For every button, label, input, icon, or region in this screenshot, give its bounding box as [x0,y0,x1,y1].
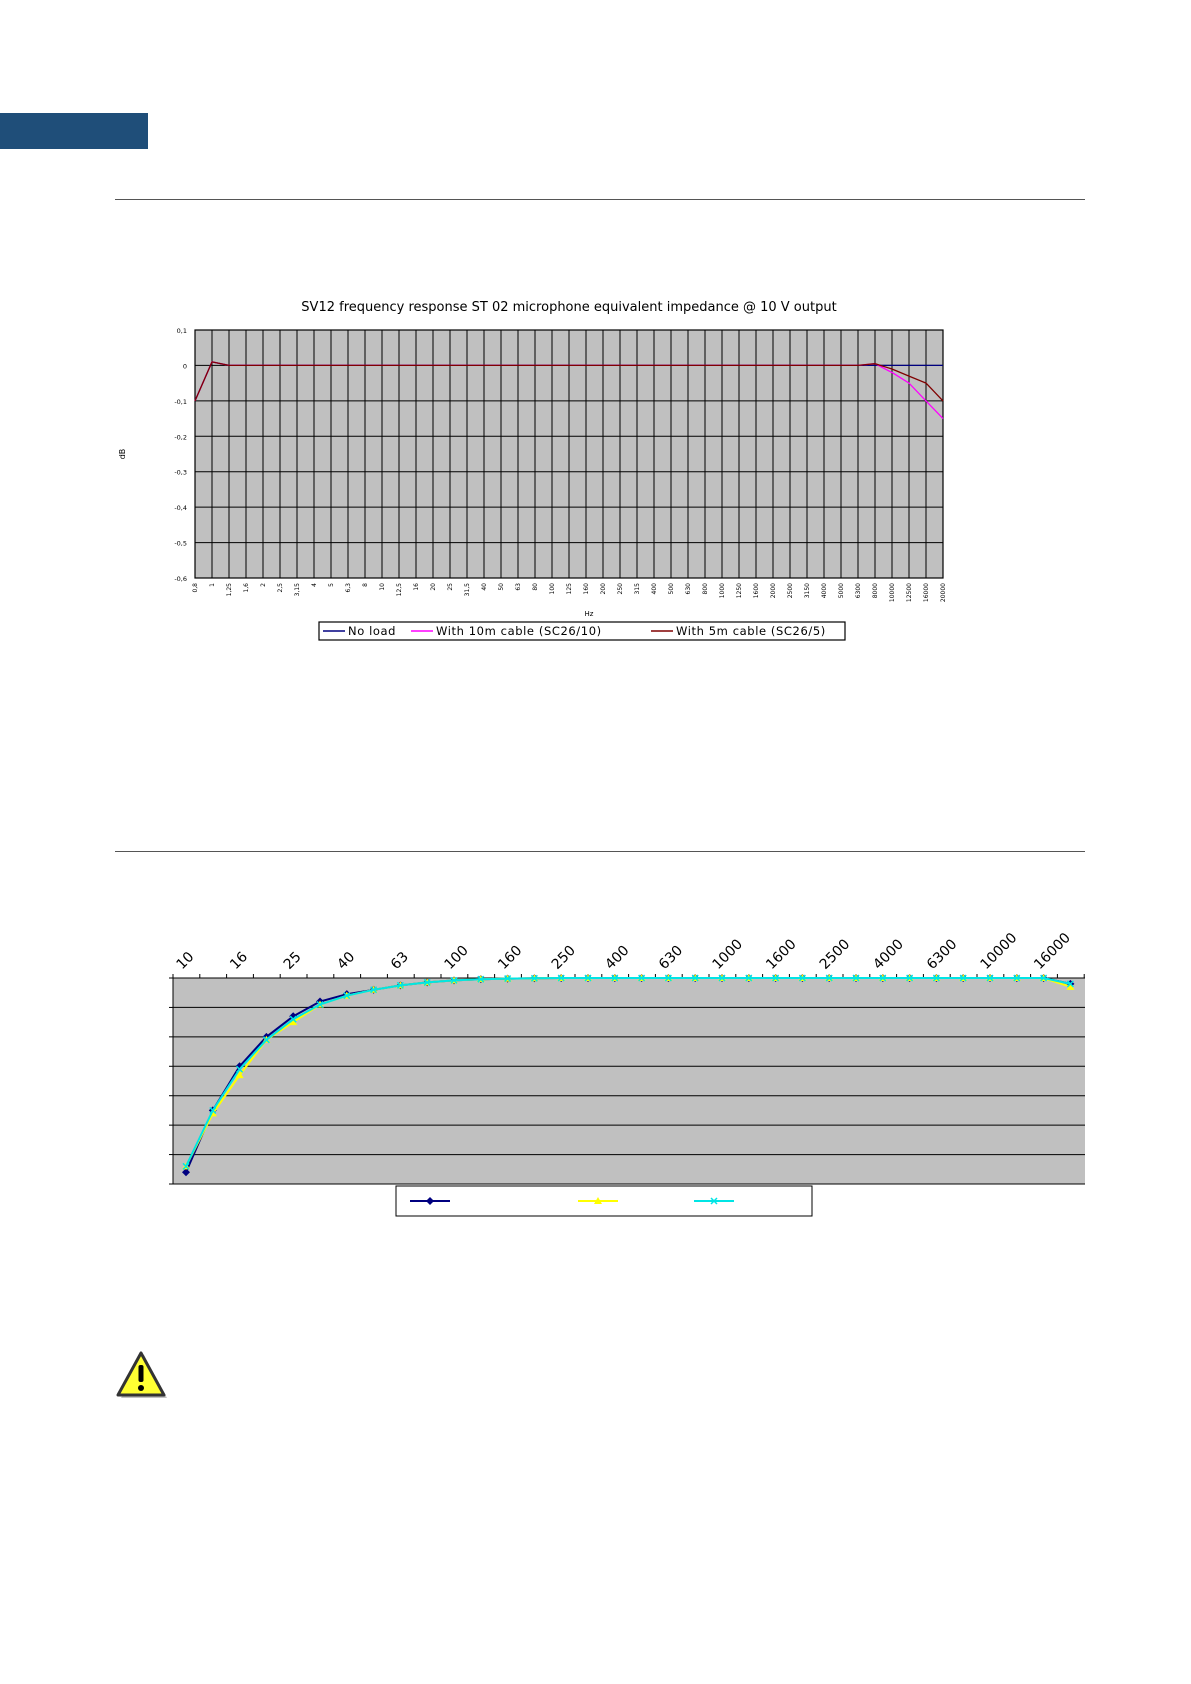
y-tick-label: -0,1 [174,397,187,406]
x-tick-label: 20000 [940,583,947,603]
x-tick-label: 2000 [770,583,777,599]
x-tick-label: 40 [481,583,488,591]
x-tick-label: 250 [617,583,624,595]
x-tick-label: 400 [602,942,633,973]
y-tick-label: 0,1 [176,327,187,335]
x-axis-label: Hz [584,610,594,618]
x-tick-label: 20 [430,583,437,591]
x-tick-label: 630 [655,942,687,973]
x-tick-label: 8000 [872,583,879,599]
x-tick-label: 40 [334,948,359,973]
x-tick-label: 1600 [753,583,760,599]
x-tick-label: 2,5 [277,583,284,593]
x-tick-label: 6300 [923,936,961,973]
frequency-response-chart [100,285,1000,645]
x-tick-label: 1,6 [243,583,250,593]
section-divider [115,851,1085,852]
x-tick-label: 4000 [821,583,828,599]
x-tick-label: 80 [532,583,539,591]
x-tick-label: 160 [583,583,590,595]
x-tick-label: 4000 [870,936,907,973]
x-tick-label: 1 [209,583,216,587]
y-axis-label: dB [118,448,127,460]
legend-label: With 10m cable (SC26/10) [436,624,602,638]
x-tick-label: 10000 [889,583,896,603]
x-tick-label: 100 [549,583,556,595]
x-tick-label: 250 [548,942,579,973]
x-tick-label: 50 [498,583,505,591]
header-tab [0,113,148,149]
x-tick-label: 1250 [736,583,743,599]
y-tick-label: -0,2 [174,433,187,442]
x-tick-label: 315 [634,583,641,595]
x-tick-label: 25 [447,583,454,591]
x-tick-label: 1000 [719,583,726,599]
x-tick-label: 6300 [855,583,862,599]
x-tick-label: 16 [227,948,252,973]
x-tick-label: 10 [379,583,386,591]
x-tick-label: 31,5 [464,583,471,597]
chart-title: SV12 frequency response ST 02 microphone equivalent impedance @ 10 V output [301,300,837,315]
x-tick-label: 1,25 [226,583,233,597]
x-tick-label: 8 [362,583,369,587]
x-tick-label: 160 [495,942,526,973]
x-tick-label: 400 [651,583,658,595]
x-tick-label: 0,8 [192,583,199,593]
x-tick-label: 2 [260,583,267,587]
y-tick-label: -0,4 [174,504,187,513]
x-tick-label: 10000 [977,930,1021,973]
x-tick-label: 16000 [923,583,930,603]
x-tick-label: 3150 [804,583,811,599]
x-tick-label: 500 [668,583,675,595]
y-tick-label: -0,3 [174,468,187,477]
x-tick-label: 5000 [838,583,845,599]
x-tick-label: 3,15 [294,583,301,597]
y-tick-label: 0 [182,362,187,371]
x-tick-label: 6,3 [345,583,352,593]
x-tick-label: 10 [173,948,198,973]
plot-area [173,978,1085,1184]
y-tick-label: -0,5 [174,539,187,548]
x-tick-label: 1000 [709,936,747,973]
x-tick-label: 2500 [816,936,854,973]
x-tick-label: 100 [441,942,472,973]
low-frequency-response-chart [160,910,1100,1215]
x-tick-label: 63 [515,583,522,591]
y-tick-label: -0,6 [174,575,187,583]
x-tick-label: 1600 [763,936,800,973]
x-tick-label: 12,5 [396,583,403,597]
legend-label: With 5m cable (SC26/5) [676,624,826,638]
x-tick-label: 16000 [1031,930,1074,973]
x-tick-label: 63 [387,948,412,973]
x-tick-label: 4 [311,583,318,587]
x-tick-label: 25 [280,948,305,973]
x-tick-label: 5 [328,583,335,587]
x-tick-label: 2500 [787,583,794,599]
warning-icon [114,1350,170,1402]
legend-label: No load [348,624,397,638]
x-tick-label: 630 [685,583,692,595]
section-divider [115,199,1085,200]
x-tick-label: 800 [702,583,709,595]
x-tick-label: 16 [413,583,420,591]
x-tick-label: 200 [600,583,607,595]
x-tick-label: 12500 [906,583,913,603]
x-tick-label: 125 [566,583,573,595]
